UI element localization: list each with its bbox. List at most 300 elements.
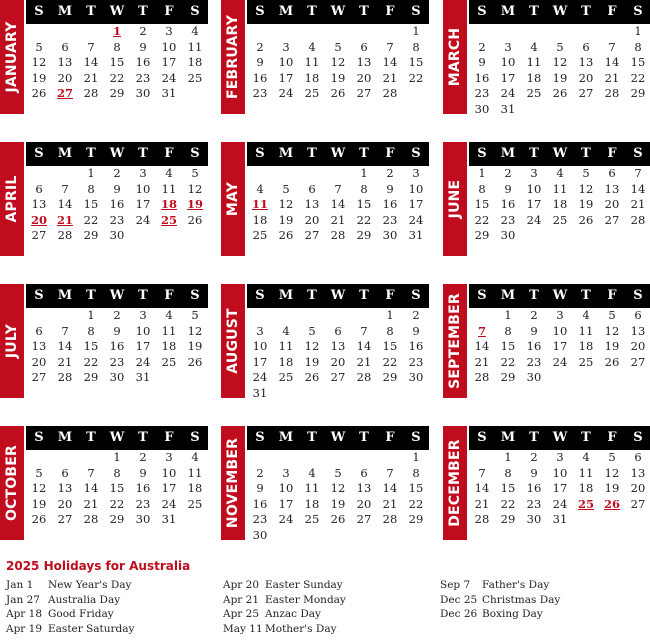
week-row	[469, 213, 650, 229]
empty-day-cell	[573, 228, 599, 244]
day-cell: 3	[556, 308, 564, 322]
day-cell: 25	[552, 212, 568, 227]
day-cell: 3	[282, 39, 290, 54]
empty-day-cell	[182, 512, 208, 528]
empty-day-cell	[325, 528, 351, 544]
day-cell: 16	[408, 339, 424, 353]
empty-day-cell	[547, 370, 573, 386]
empty-day-cell	[273, 528, 299, 544]
day-cell: 14	[382, 55, 398, 69]
month-name: APRIL	[4, 175, 20, 223]
day-cell: 28	[57, 370, 73, 384]
day-cell: 16	[252, 496, 268, 511]
day-cell: 10	[526, 181, 542, 196]
month-grid	[247, 284, 429, 401]
day-cell: 2	[139, 450, 147, 464]
day-cell: 9	[113, 181, 121, 196]
day-cell: 14	[57, 339, 73, 353]
day-cell: 6	[334, 323, 342, 338]
day-cell: 6	[582, 39, 590, 54]
day-cell: 20	[57, 70, 73, 85]
weekday-header	[469, 284, 650, 308]
weekday-label: F	[164, 430, 174, 445]
day-cell: 9	[139, 39, 147, 54]
day-cell: 8	[504, 465, 512, 480]
day-cell: 6	[608, 166, 616, 180]
week-row	[247, 40, 429, 56]
day-cell: 16	[135, 481, 151, 495]
day-cell: 22	[408, 496, 424, 511]
week-row	[469, 497, 650, 513]
month-label	[443, 142, 467, 256]
holiday-name: Easter Monday	[265, 593, 346, 606]
day-cell: 17	[408, 197, 424, 211]
day-cell: 5	[35, 39, 43, 54]
day-cell: 10	[161, 39, 177, 54]
day-cell: 15	[408, 481, 424, 495]
day-cell: 5	[191, 166, 199, 180]
day-cell: 3	[530, 166, 538, 180]
month-july	[0, 284, 208, 398]
empty-day-cell	[469, 450, 495, 466]
day-cell: 29	[500, 370, 516, 384]
day-cell: 12	[604, 323, 620, 338]
day-cell: 9	[256, 55, 264, 69]
day-cell: 25	[252, 228, 268, 242]
day-cell: 26	[330, 512, 346, 526]
weekday-label: M	[57, 430, 73, 445]
empty-day-cell	[403, 86, 429, 102]
weekday-label: W	[552, 430, 568, 445]
day-cell: 13	[356, 55, 372, 69]
weekday-header	[26, 426, 208, 450]
week-row	[247, 355, 429, 371]
month-april	[0, 142, 208, 256]
month-june	[443, 142, 650, 256]
empty-day-cell	[599, 102, 625, 118]
day-cell: 7	[87, 39, 95, 54]
day-cell: 7	[61, 323, 69, 338]
weekday-label: T	[138, 288, 148, 303]
day-cell: 20	[57, 496, 73, 511]
empty-day-cell	[377, 528, 403, 544]
day-cell: 18	[578, 481, 594, 495]
day-cell: 10	[252, 339, 268, 353]
day-cell: 29	[356, 228, 372, 242]
empty-day-cell	[377, 24, 403, 40]
weekday-label: W	[330, 288, 346, 303]
day-cell: 21	[382, 70, 398, 85]
week-row	[26, 182, 208, 198]
month-label	[221, 284, 245, 398]
month-grid	[26, 284, 208, 386]
month-label	[443, 0, 467, 114]
weekday-label: F	[164, 146, 174, 161]
month-name: SEPTEMBER	[447, 293, 463, 389]
empty-day-cell	[247, 24, 273, 40]
empty-day-cell	[299, 386, 325, 402]
day-cell: 12	[330, 55, 346, 69]
day-cell: 8	[634, 39, 642, 54]
weekday-label: T	[138, 4, 148, 19]
weekday-label: M	[500, 146, 516, 161]
weekday-label: F	[607, 4, 617, 19]
day-cell: 24	[552, 354, 568, 369]
empty-day-cell	[299, 450, 325, 466]
day-cell: 18	[578, 339, 594, 353]
day-cell: 12	[604, 465, 620, 480]
day-cell: 13	[356, 481, 372, 495]
day-cell: 26	[578, 212, 594, 227]
week-row	[247, 497, 429, 513]
day-cell: 5	[191, 308, 199, 322]
day-cell: 24	[500, 86, 516, 100]
holiday-column	[6, 578, 134, 636]
day-cell: 25	[577, 496, 594, 511]
day-cell: 15	[382, 339, 398, 353]
day-cell: 29	[474, 228, 490, 242]
empty-day-cell	[547, 228, 573, 244]
day-cell: 7	[477, 323, 486, 338]
day-cell: 27	[356, 86, 372, 100]
empty-day-cell	[325, 24, 351, 40]
weekday-label: T	[86, 288, 96, 303]
empty-day-cell	[26, 450, 52, 466]
empty-day-cell	[573, 102, 599, 118]
day-cell: 9	[504, 181, 512, 196]
empty-day-cell	[495, 24, 521, 40]
day-cell: 13	[604, 181, 620, 196]
week-row	[26, 450, 208, 466]
holiday-date: Sep 7	[440, 579, 471, 591]
empty-day-cell	[599, 228, 625, 244]
day-cell: 8	[87, 323, 95, 338]
day-cell: 25	[304, 86, 320, 100]
weekday-header	[247, 0, 429, 24]
holiday-row	[6, 593, 134, 608]
day-cell: 28	[57, 228, 73, 242]
day-cell: 23	[382, 212, 398, 227]
empty-day-cell	[299, 24, 325, 40]
weekday-label: S	[190, 4, 200, 19]
month-october	[0, 426, 208, 540]
day-cell: 12	[31, 55, 47, 69]
month-name: MAY	[225, 181, 241, 217]
empty-day-cell	[78, 24, 104, 40]
holiday-date: Apr 21	[223, 593, 260, 606]
day-cell: 24	[552, 496, 568, 511]
empty-day-cell	[299, 528, 325, 544]
day-cell: 16	[382, 197, 398, 211]
weekday-label: M	[278, 430, 294, 445]
day-cell: 27	[604, 212, 620, 227]
day-cell: 9	[386, 181, 394, 196]
day-cell: 21	[83, 70, 99, 85]
day-cell: 31	[161, 512, 177, 526]
day-cell: 26	[603, 496, 620, 511]
month-name: MARCH	[447, 27, 463, 87]
month-label	[221, 426, 245, 540]
day-cell: 21	[330, 212, 346, 227]
day-cell: 26	[187, 354, 203, 369]
day-cell: 8	[360, 181, 368, 196]
day-cell: 19	[278, 212, 294, 227]
month-label	[0, 0, 24, 114]
week-row	[247, 528, 429, 544]
day-cell: 18	[304, 496, 320, 511]
weekday-label: S	[190, 288, 200, 303]
day-cell: 24	[526, 212, 542, 227]
empty-day-cell	[52, 24, 78, 40]
day-cell: 20	[356, 70, 372, 85]
day-cell: 11	[304, 55, 320, 69]
day-cell: 4	[582, 450, 590, 464]
week-row	[247, 86, 429, 102]
day-cell: 15	[630, 55, 646, 69]
day-cell: 21	[382, 496, 398, 511]
day-cell: 11	[161, 181, 177, 196]
weekday-label: S	[411, 146, 421, 161]
empty-day-cell	[625, 102, 650, 118]
empty-day-cell	[351, 308, 377, 324]
weekday-label: S	[190, 146, 200, 161]
day-cell: 25	[526, 86, 542, 100]
day-cell: 7	[334, 181, 342, 196]
day-cell: 29	[109, 512, 125, 526]
month-name: OCTOBER	[4, 444, 20, 522]
day-cell: 20	[304, 212, 320, 227]
weekday-label: W	[552, 4, 568, 19]
week-row	[247, 308, 429, 324]
day-cell: 1	[112, 24, 121, 38]
month-grid	[469, 0, 650, 117]
day-cell: 9	[530, 465, 538, 480]
day-cell: 29	[500, 512, 516, 526]
empty-day-cell	[325, 308, 351, 324]
day-cell: 18	[187, 55, 203, 69]
day-cell: 24	[252, 370, 268, 384]
day-cell: 17	[161, 481, 177, 495]
weekday-label: S	[477, 146, 487, 161]
weekday-label: T	[529, 288, 539, 303]
day-cell: 13	[31, 339, 47, 353]
day-cell: 8	[478, 181, 486, 196]
empty-day-cell	[52, 450, 78, 466]
day-cell: 23	[135, 70, 151, 85]
day-cell: 12	[552, 55, 568, 69]
empty-day-cell	[273, 386, 299, 402]
day-cell: 29	[109, 86, 125, 100]
week-row	[469, 466, 650, 482]
day-cell: 15	[474, 197, 490, 211]
month-label	[221, 0, 245, 114]
day-cell: 30	[252, 527, 268, 542]
day-cell: 5	[334, 465, 342, 480]
empty-day-cell	[130, 228, 156, 244]
day-cell: 19	[304, 354, 320, 369]
day-cell: 11	[526, 55, 542, 69]
day-cell: 28	[83, 512, 99, 526]
month-name: FEBRUARY	[225, 14, 241, 100]
holidays-title: 2025 Holidays for Australia	[6, 559, 191, 573]
weekday-label: T	[307, 288, 317, 303]
day-cell: 8	[113, 465, 121, 480]
day-cell: 28	[474, 512, 490, 526]
day-cell: 21	[57, 354, 73, 369]
month-grid	[469, 142, 650, 244]
week-row	[26, 339, 208, 355]
month-label	[443, 284, 467, 398]
weekday-label: W	[109, 288, 125, 303]
day-cell: 22	[83, 354, 99, 369]
holiday-date: Apr 20	[223, 579, 260, 591]
day-cell: 24	[161, 70, 177, 85]
empty-day-cell	[351, 528, 377, 544]
day-cell: 22	[356, 212, 372, 227]
week-row	[26, 512, 208, 528]
weekday-label: M	[57, 4, 73, 19]
holiday-date: Dec 25	[440, 593, 478, 606]
holiday-name: Anzac Day	[265, 608, 321, 620]
weekday-label: W	[109, 4, 125, 19]
day-cell: 17	[252, 354, 268, 369]
day-cell: 18	[304, 70, 320, 85]
holiday-row	[223, 622, 346, 637]
day-cell: 23	[252, 86, 268, 100]
holiday-name: New Year's Day	[48, 579, 132, 591]
day-cell: 17	[278, 70, 294, 85]
empty-day-cell	[599, 512, 625, 528]
day-cell: 19	[186, 197, 203, 211]
day-cell: 14	[83, 481, 99, 495]
day-cell: 13	[630, 465, 646, 480]
day-cell: 9	[412, 323, 420, 338]
weekday-label: S	[190, 430, 200, 445]
holiday-date: Apr 19	[6, 622, 43, 635]
weekday-label: W	[552, 146, 568, 161]
empty-day-cell	[377, 450, 403, 466]
day-cell: 28	[630, 212, 646, 227]
week-row	[247, 213, 429, 229]
week-row	[26, 213, 208, 229]
weekday-label: S	[633, 4, 643, 19]
week-row	[26, 40, 208, 56]
weekday-label: M	[278, 146, 294, 161]
empty-day-cell	[403, 528, 429, 544]
weekday-label: M	[278, 4, 294, 19]
day-cell: 4	[191, 450, 199, 464]
day-cell: 5	[308, 323, 316, 338]
weekday-header	[469, 142, 650, 166]
empty-day-cell	[521, 102, 547, 118]
weekday-label: F	[164, 4, 174, 19]
day-cell: 4	[556, 166, 564, 180]
holiday-row	[6, 622, 134, 637]
day-cell: 10	[278, 55, 294, 69]
month-grid	[26, 142, 208, 244]
day-cell: 10	[161, 465, 177, 480]
weekday-label: M	[57, 288, 73, 303]
day-cell: 26	[330, 86, 346, 100]
weekday-header	[26, 284, 208, 308]
empty-day-cell	[273, 24, 299, 40]
week-row	[469, 512, 650, 528]
week-row	[26, 308, 208, 324]
day-cell: 6	[634, 308, 642, 322]
day-cell: 15	[109, 481, 125, 495]
day-cell: 30	[500, 228, 516, 242]
day-cell: 11	[578, 465, 594, 480]
week-row	[247, 512, 429, 528]
day-cell: 20	[604, 197, 620, 211]
month-grid	[247, 142, 429, 244]
day-cell: 12	[278, 197, 294, 211]
day-cell: 21	[630, 197, 646, 211]
day-cell: 3	[165, 450, 173, 464]
day-cell: 11	[251, 197, 268, 211]
day-cell: 23	[135, 496, 151, 511]
day-cell: 25	[278, 370, 294, 384]
weekday-label: F	[164, 288, 174, 303]
day-cell: 8	[113, 39, 121, 54]
day-cell: 16	[500, 197, 516, 211]
weekday-label: S	[255, 288, 265, 303]
holiday-row	[6, 607, 134, 622]
week-row	[469, 370, 650, 386]
weekday-label: S	[255, 4, 265, 19]
weekday-label: T	[86, 146, 96, 161]
month-label	[443, 426, 467, 540]
day-cell: 20	[330, 354, 346, 369]
day-cell: 1	[478, 166, 486, 180]
day-cell: 19	[578, 197, 594, 211]
month-name: JULY	[4, 323, 20, 359]
day-cell: 18	[161, 339, 177, 353]
day-cell: 10	[135, 323, 151, 338]
day-cell: 18	[160, 197, 177, 211]
holiday-row	[223, 593, 346, 608]
month-grid	[469, 284, 650, 386]
day-cell: 20	[630, 339, 646, 353]
day-cell: 16	[109, 197, 125, 211]
weekday-label: T	[529, 146, 539, 161]
weekday-label: S	[34, 146, 44, 161]
week-row	[469, 86, 650, 102]
month-grid	[26, 426, 208, 528]
week-row	[26, 228, 208, 244]
holiday-name: Easter Saturday	[48, 622, 135, 635]
day-cell: 11	[187, 465, 203, 480]
day-cell: 8	[412, 465, 420, 480]
week-row	[469, 102, 650, 118]
day-cell: 15	[356, 197, 372, 211]
day-cell: 16	[526, 481, 542, 495]
day-cell: 11	[552, 181, 568, 196]
weekday-label: S	[477, 430, 487, 445]
week-row	[247, 450, 429, 466]
weekday-label: W	[552, 288, 568, 303]
month-grid	[247, 0, 429, 102]
day-cell: 24	[161, 496, 177, 511]
day-cell: 13	[578, 55, 594, 69]
day-cell: 5	[608, 308, 616, 322]
empty-day-cell	[351, 450, 377, 466]
holiday-row	[223, 607, 346, 622]
day-cell: 27	[330, 370, 346, 384]
empty-day-cell	[521, 228, 547, 244]
day-cell: 28	[83, 86, 99, 100]
day-cell: 12	[187, 181, 203, 196]
